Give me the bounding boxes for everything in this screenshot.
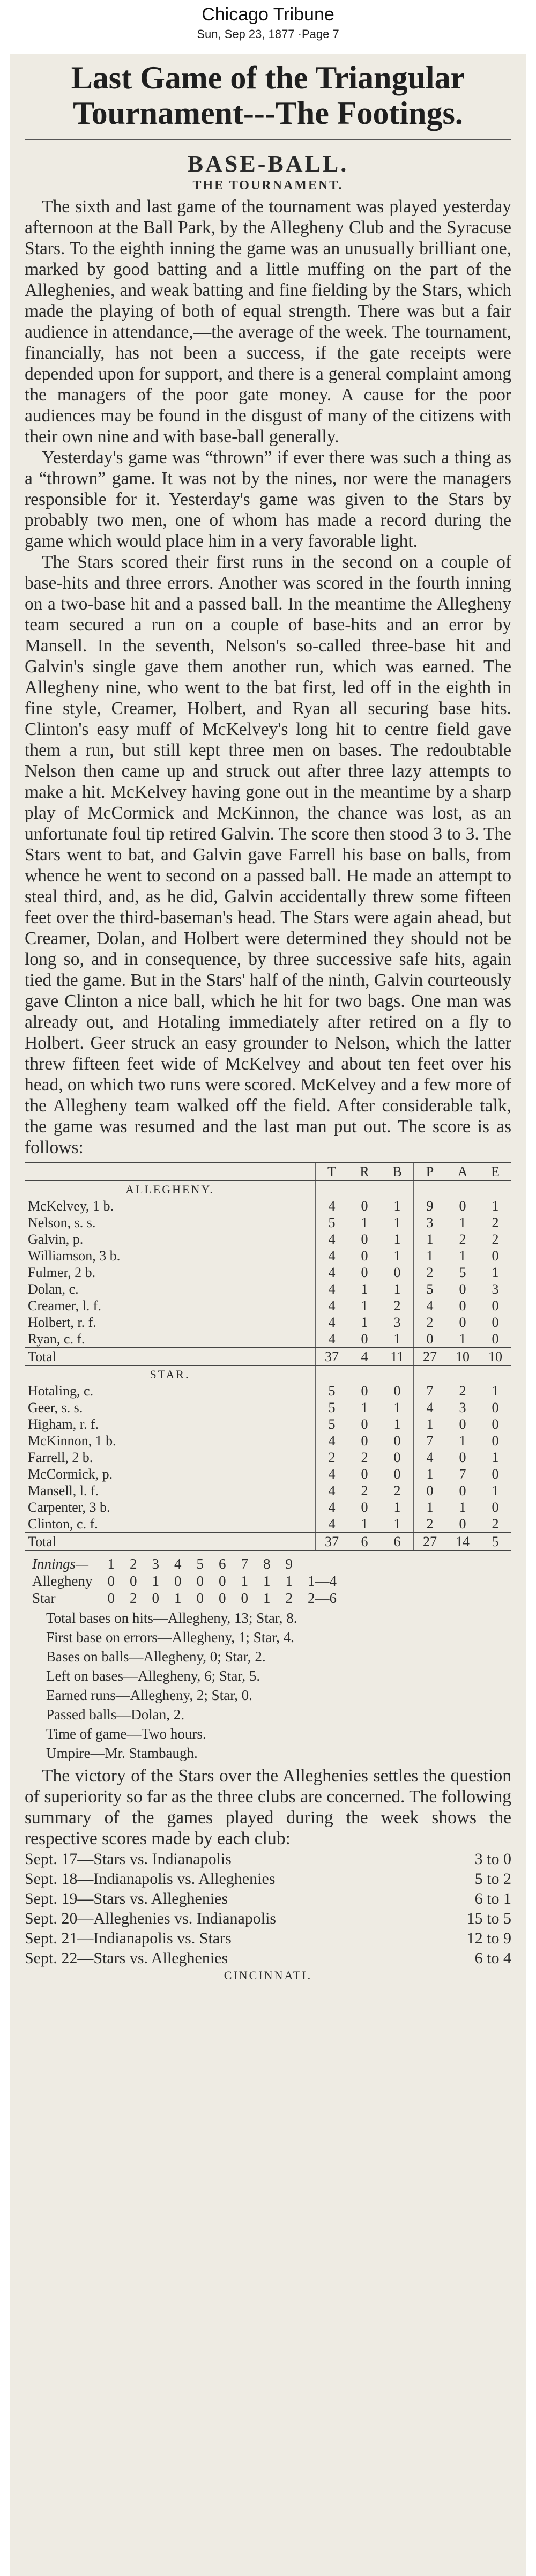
column-header: T [316, 1163, 348, 1181]
star-total [25, 1533, 511, 1550]
stat-cell: 0 [479, 1314, 512, 1331]
stat-cell: 2 [316, 1449, 348, 1466]
stat-cell: 0 [414, 1482, 446, 1499]
stat-cell: 7 [414, 1383, 446, 1399]
stat-cell: 1 [414, 1231, 446, 1248]
stat-cell: 0 [348, 1248, 381, 1264]
stat-cell: 0 [381, 1449, 414, 1466]
stat-cell: 1 [381, 1248, 414, 1264]
innings-total: 1—4 [307, 1573, 337, 1589]
summary-line: Passed balls—Dolan, 2. [46, 1706, 184, 1723]
inning-runs: 1 [285, 1573, 293, 1589]
player-name: Ryan, c. f. [28, 1331, 85, 1347]
table-row [25, 1432, 511, 1449]
inning-runs: 1 [152, 1573, 159, 1589]
stat-cell: 0 [446, 1449, 479, 1466]
stat-cell: 2 [479, 1214, 512, 1231]
player-name: Dolan, c. [28, 1281, 79, 1297]
article-paragraph: Yesterday's game was “thrown” if ever there was such a thing as a “thrown” game. It was not by the nines, nor were the managers responsible for it. Yesterday's game was given to the Stars by probably two men, one of whom has made a record during the game which would place him in a very favorable light. [25, 448, 511, 551]
stat-cell: 0 [446, 1516, 479, 1533]
stat-cell: 2 [348, 1449, 381, 1466]
divider [25, 139, 511, 140]
game-label: Sept. 21—Indianapolis vs. Stars [25, 1929, 232, 1947]
dateline: Sun, Sep 23, 1877 ·Page 7 [197, 27, 339, 41]
innings-team: Star [32, 1590, 56, 1606]
stat-cell: 0 [381, 1383, 414, 1399]
stat-cell: 1 [348, 1314, 381, 1331]
team-label: STAR. [150, 1368, 190, 1381]
stat-cell: 0 [446, 1297, 479, 1314]
total-cell: 10 [446, 1348, 479, 1365]
stat-cell: 0 [479, 1297, 512, 1314]
player-name: Galvin, p. [28, 1231, 84, 1247]
stat-cell: 0 [381, 1466, 414, 1482]
game-label: Sept. 20—Alleghenies vs. Indianapolis [25, 1910, 277, 1927]
footer-fragment: CINCINNATI. [224, 1969, 312, 1982]
total-cell: 6 [381, 1533, 414, 1550]
allegheny-rows [25, 1181, 511, 1348]
stat-cell: 1 [479, 1383, 512, 1399]
stat-cell: 0 [479, 1466, 512, 1482]
total-cell: 6 [348, 1533, 381, 1550]
stat-cell: 1 [479, 1264, 512, 1281]
game-label: Sept. 19—Stars vs. Alleghenies [25, 1890, 228, 1907]
inning-runs: 1 [263, 1590, 271, 1606]
player-name: McKinnon, 1 b. [28, 1433, 116, 1449]
column-header: R [348, 1163, 381, 1181]
player-name: Carpenter, 3 b. [28, 1499, 110, 1515]
stat-cell: 0 [348, 1331, 381, 1348]
article-paragraph: The Stars scored their first runs in the second on a couple of base-hits and three errors. Another was scored in the fourth inning on a two-base hit and a passed ball. In the meantime the Allegheny team secured a run on a couple of base-hits and an error by Mansell. In the seventh, Nelson's so-called three-base hit and Galvin's single gave them another run, which was earned. The Allegheny nine, who went to the bat first, led off in the eighth in fine style, Creamer, Holbert, and Ryan all securing base hits. Clinton's easy muff of McKelvey's long hit to centre field gave them a run, but still kept three men on bases. The redoubtable Nelson then came up and struck out after three lazy attempts to make a hit. McKelvey having gone out in the meantime by a sharp play of McCormick and McKinnon, the chance was lost, as an unfortunate foul tip retired Galvin. The score then stood 3 to 3. The Stars went to bat, and Galvin gave Farrell his base on balls, from whence he went to second on a passed ball. He made an attempt to steal third, and, as he did, Galvin accidentally threw some fifteen feet over the third-baseman's head. The Stars were again ahead, but Creamer, Dolan, and Holbert were determined they should not be long so, and in consequence, by three successive safe hits, again tied the game. But in the Stars' half of the ninth, Galvin courteously gave Clinton a nice ball, which he hit for two bags. One man was already out, and Hotaling immediately after retired on a fly to Holbert. Geer struck an easy grounder to Nelson, which the latter threw fifteen feet wide of McKelvey and about ten feet over his head, on which two runs were scored. McKelvey and a few more of the Allegheny team walked off the field. After considerable talk, the game was resumed and the last man put out. The score is as follows: [25, 552, 511, 1157]
table-row [25, 1281, 511, 1297]
stat-cell: 0 [479, 1416, 512, 1432]
allegheny-total [25, 1348, 511, 1365]
stat-cell: 4 [316, 1331, 348, 1348]
player-name: Hotaling, c. [28, 1383, 94, 1399]
game-score: 3 to 0 [474, 1850, 511, 1868]
stat-cell: 5 [446, 1264, 479, 1281]
table-row [25, 1482, 511, 1499]
inning-runs: 2 [129, 1590, 137, 1606]
stat-cell: 1 [446, 1214, 479, 1231]
game-label: Sept. 22—Stars vs. Alleghenies [25, 1949, 228, 1967]
game-score: 5 to 2 [474, 1870, 511, 1888]
total-label: Total [25, 1348, 316, 1365]
game-score: 6 to 1 [474, 1890, 511, 1907]
column-header: P [414, 1163, 446, 1181]
player-name: Creamer, l. f. [28, 1298, 101, 1313]
stat-cell: 1 [381, 1399, 414, 1416]
stat-cell: 0 [479, 1399, 512, 1416]
box-score-table [25, 1162, 511, 1551]
stat-cell: 1 [381, 1281, 414, 1297]
total-cell: 27 [414, 1348, 446, 1365]
stat-cell: 5 [316, 1416, 348, 1432]
stat-cell: 2 [446, 1231, 479, 1248]
box-score-header [25, 1163, 511, 1181]
stat-cell: 3 [446, 1399, 479, 1416]
stat-cell: 0 [348, 1466, 381, 1482]
stat-cell: 2 [348, 1482, 381, 1499]
game-label: Sept. 18—Indianapolis vs. Alleghenies [25, 1870, 276, 1888]
stat-cell: 1 [414, 1466, 446, 1482]
stat-cell: 0 [348, 1432, 381, 1449]
star-rows [25, 1365, 511, 1533]
stat-cell: 0 [348, 1231, 381, 1248]
table-row [25, 1516, 511, 1533]
inning-number: 2 [129, 1556, 137, 1572]
stat-cell: 1 [381, 1214, 414, 1231]
game-row [25, 1849, 511, 1869]
column-header: A [446, 1163, 479, 1181]
stat-cell: 2 [479, 1516, 512, 1533]
inning-runs: 0 [218, 1590, 226, 1606]
stat-cell: 1 [446, 1499, 479, 1516]
inning-runs: 0 [196, 1573, 204, 1589]
stat-cell: 1 [381, 1516, 414, 1533]
stat-cell: 4 [316, 1297, 348, 1314]
stat-cell: 4 [316, 1482, 348, 1499]
inning-number: 1 [107, 1556, 115, 1572]
stat-cell: 1 [446, 1432, 479, 1449]
stat-cell: 5 [316, 1399, 348, 1416]
stat-cell: 2 [414, 1314, 446, 1331]
stat-cell: 2 [446, 1383, 479, 1399]
stat-cell: 0 [479, 1331, 512, 1348]
table-row [25, 1449, 511, 1466]
table-row [25, 1466, 511, 1482]
stat-cell: 1 [348, 1297, 381, 1314]
stat-cell: 1 [381, 1499, 414, 1516]
stat-cell: 0 [348, 1416, 381, 1432]
player-name: Higham, r. f. [28, 1416, 99, 1432]
box-score-header-blank [25, 1163, 316, 1181]
game-row [25, 1948, 511, 1968]
games-summary-table [25, 1849, 511, 1968]
total-cell: 27 [414, 1533, 446, 1550]
table-row [25, 1314, 511, 1331]
stat-cell: 1 [348, 1516, 381, 1533]
summary-line: Earned runs—Allegheny, 2; Star, 0. [46, 1687, 252, 1703]
stat-cell: 0 [348, 1198, 381, 1214]
stat-cell: 1 [414, 1248, 446, 1264]
stat-cell: 4 [316, 1264, 348, 1281]
stat-cell: 5 [316, 1214, 348, 1231]
inning-runs: 0 [107, 1573, 115, 1589]
team-label-row [25, 1365, 511, 1383]
total-cell: 11 [381, 1348, 414, 1365]
stat-cell: 4 [316, 1516, 348, 1533]
stat-cell: 4 [316, 1466, 348, 1482]
player-name: Clinton, c. f. [28, 1516, 98, 1532]
innings-team: Allegheny [32, 1573, 93, 1589]
summary-line: Umpire—Mr. Stambaugh. [46, 1745, 198, 1761]
stat-cell: 0 [479, 1499, 512, 1516]
inning-runs: 1 [241, 1573, 248, 1589]
inning-number: 7 [241, 1556, 248, 1572]
game-row [25, 1869, 511, 1889]
stat-cell: 2 [381, 1297, 414, 1314]
stat-cell: 1 [414, 1416, 446, 1432]
total-cell: 37 [316, 1348, 348, 1365]
inning-runs: 0 [129, 1573, 137, 1589]
stat-cell: 1 [479, 1482, 512, 1499]
stat-cell: 1 [348, 1281, 381, 1297]
inning-runs: 1 [263, 1573, 271, 1589]
stat-cell: 0 [446, 1482, 479, 1499]
total-cell: 14 [446, 1533, 479, 1550]
summary-line: Total bases on hits—Allegheny, 13; Star, 8. [46, 1610, 297, 1626]
stat-cell: 4 [316, 1231, 348, 1248]
stat-cell: 4 [316, 1281, 348, 1297]
innings-row [25, 1572, 344, 1590]
inning-number: 9 [285, 1556, 293, 1572]
stat-cell: 3 [414, 1214, 446, 1231]
inning-runs: 0 [241, 1590, 248, 1606]
inning-runs: 0 [152, 1590, 159, 1606]
inning-runs: 0 [174, 1573, 182, 1589]
stat-cell: 1 [348, 1399, 381, 1416]
table-row [25, 1248, 511, 1264]
stat-cell: 0 [381, 1432, 414, 1449]
table-row [25, 1297, 511, 1314]
inning-number: 8 [263, 1556, 271, 1572]
game-row [25, 1909, 511, 1928]
table-row [25, 1264, 511, 1281]
stat-cell: 1 [414, 1499, 446, 1516]
player-name: Nelson, s. s. [28, 1215, 96, 1230]
innings-total: 2—6 [307, 1590, 337, 1606]
table-row [25, 1331, 511, 1348]
player-name: Holbert, r. f. [28, 1315, 96, 1330]
stat-cell: 2 [479, 1231, 512, 1248]
stat-cell: 1 [381, 1416, 414, 1432]
stat-cell: 0 [479, 1432, 512, 1449]
stat-cell: 4 [316, 1499, 348, 1516]
inning-runs: 2 [285, 1590, 293, 1606]
team-label-row [25, 1181, 511, 1198]
total-cell: 10 [479, 1348, 512, 1365]
subhead: THE TOURNAMENT. [192, 179, 344, 192]
player-name: McCormick, p. [28, 1466, 113, 1482]
closing-paragraph: The victory of the Stars over the Alleghenies settles the question of superiority so far as the three clubs are concerned. The following summary of the games played during the week shows the respective scores made by each club: [25, 1766, 511, 1849]
game-row [25, 1928, 511, 1948]
stat-cell: 0 [479, 1248, 512, 1264]
total-row [25, 1348, 511, 1365]
inning-number: 5 [196, 1556, 204, 1572]
stat-cell: 4 [414, 1399, 446, 1416]
stat-cell: 2 [381, 1482, 414, 1499]
innings-table [25, 1555, 344, 1607]
article-paragraph: The sixth and last game of the tournament was played yesterday afternoon at the Ball Park, by the Allegheny Club and the Syracuse Stars. To the eighth inning the game was an unusually brilliant one, marked by good batting and a little muffing on the part of the Alleghenies, and weak batting and fine fielding by the Stars, which made the playing of both of equal strength. There was but a fair audience in attendance,—the average of the week. The tournament, financially, has not been a success, if the gate receipts were depended upon for support, and there is a general complaint among the managers of the poor gate money. A cause for the poor audiences may be found in the disgust of many of the citizens with their own nine and with base-ball generally. [25, 197, 511, 447]
stat-cell: 4 [414, 1297, 446, 1314]
game-score: 6 to 4 [474, 1949, 511, 1967]
stat-cell: 4 [414, 1449, 446, 1466]
player-name: Farrell, 2 b. [28, 1450, 93, 1465]
inning-number: 6 [218, 1556, 226, 1572]
stat-cell: 0 [381, 1264, 414, 1281]
table-row [25, 1399, 511, 1416]
stat-cell: 1 [381, 1331, 414, 1348]
inning-runs: 1 [174, 1590, 182, 1606]
total-cell: 5 [479, 1533, 512, 1550]
stat-cell: 7 [446, 1466, 479, 1482]
section-title: BASE-BALL. [187, 151, 349, 177]
stat-cell: 4 [316, 1248, 348, 1264]
stat-cell: 0 [414, 1331, 446, 1348]
summary-line: Time of game—Two hours. [46, 1726, 206, 1742]
total-cell: 37 [316, 1533, 348, 1550]
inning-runs: 0 [196, 1590, 204, 1606]
stat-cell: 2 [414, 1516, 446, 1533]
stat-cell: 0 [446, 1416, 479, 1432]
publication-title: Chicago Tribune [202, 4, 334, 25]
stat-cell: 9 [414, 1198, 446, 1214]
player-name: Mansell, l. f. [28, 1483, 99, 1498]
stat-cell: 0 [446, 1314, 479, 1331]
table-row [25, 1416, 511, 1432]
stat-cell: 0 [348, 1499, 381, 1516]
stat-cell: 5 [414, 1281, 446, 1297]
stat-cell: 0 [446, 1198, 479, 1214]
inning-runs: 0 [107, 1590, 115, 1606]
game-score: 12 to 9 [466, 1929, 511, 1947]
game-score: 15 to 5 [466, 1910, 511, 1927]
stat-cell: 1 [479, 1449, 512, 1466]
stat-cell: 1 [348, 1214, 381, 1231]
summary-line: First base on errors—Allegheny, 1; Star, 4. [46, 1629, 294, 1645]
table-row [25, 1499, 511, 1516]
innings-header [25, 1555, 344, 1572]
inning-number: 4 [174, 1556, 182, 1572]
total-label: Total [25, 1533, 316, 1550]
newspaper-clipping [10, 54, 526, 2576]
column-header: E [479, 1163, 512, 1181]
stat-cell: 1 [446, 1248, 479, 1264]
game-row [25, 1889, 511, 1909]
game-label: Sept. 17—Stars vs. Indianapolis [25, 1850, 232, 1868]
summary-line: Left on bases—Allegheny, 6; Star, 5. [46, 1668, 260, 1684]
column-header: B [381, 1163, 414, 1181]
inning-runs: 0 [218, 1573, 226, 1589]
headline: Last Game of the Triangular Tournament---The Footings. [71, 60, 465, 131]
stat-cell: 1 [381, 1231, 414, 1248]
table-row [25, 1214, 511, 1231]
summary-line: Bases on balls—Allegheny, 0; Star, 2. [46, 1649, 266, 1665]
player-name: Williamson, 3 b. [28, 1248, 121, 1264]
player-name: McKelvey, 1 b. [28, 1198, 114, 1214]
innings-row [25, 1590, 344, 1607]
header-bar [0, 0, 536, 54]
stat-cell: 0 [446, 1281, 479, 1297]
stat-cell: 1 [381, 1198, 414, 1214]
table-row [25, 1198, 511, 1214]
table-row [25, 1383, 511, 1399]
game-summary [25, 1609, 511, 1762]
stat-cell: 4 [316, 1432, 348, 1449]
stat-cell: 3 [479, 1281, 512, 1297]
table-row [25, 1231, 511, 1248]
stat-cell: 3 [381, 1314, 414, 1331]
stat-cell: 5 [316, 1383, 348, 1399]
inning-number: 3 [152, 1556, 159, 1572]
innings-label: Innings— [32, 1556, 89, 1572]
total-cell: 4 [348, 1348, 381, 1365]
stat-cell: 7 [414, 1432, 446, 1449]
stat-cell: 4 [316, 1314, 348, 1331]
total-row [25, 1533, 511, 1550]
player-name: Geer, s. s. [28, 1400, 83, 1415]
stat-cell: 0 [348, 1383, 381, 1399]
stat-cell: 2 [414, 1264, 446, 1281]
player-name: Fulmer, 2 b. [28, 1265, 96, 1280]
stat-cell: 4 [316, 1198, 348, 1214]
team-label: ALLEGHENY. [125, 1183, 214, 1196]
stat-cell: 1 [479, 1198, 512, 1214]
stat-cell: 0 [348, 1264, 381, 1281]
stat-cell: 1 [446, 1331, 479, 1348]
